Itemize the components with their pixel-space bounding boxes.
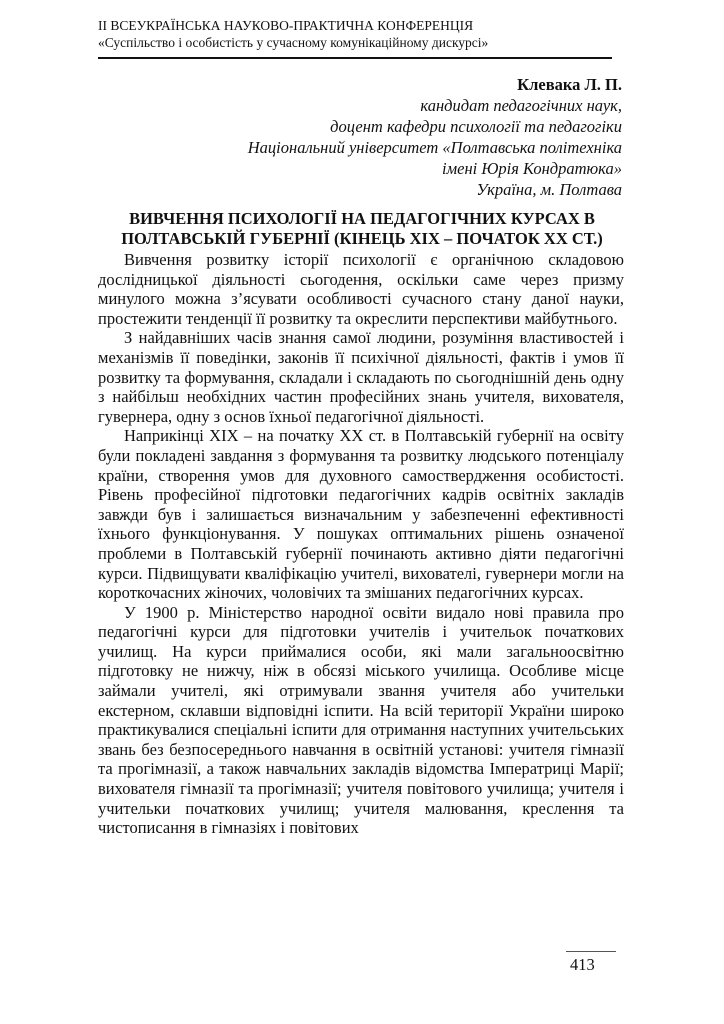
body-text [98, 250, 624, 838]
author-name: Клевака Л. П. [517, 75, 622, 94]
running-header [98, 18, 612, 51]
paper-title [98, 209, 626, 249]
header-divider [98, 57, 612, 59]
author-university: Національний університет «Полтавська політехніка [247, 138, 622, 157]
paragraph: У 1900 р. Міністерство народної освіти видало нові правила про педагогічні курси для підготовки учителів і учительок початкових училищ. На курси приймалися особи, які мали загальноосвітню підготовку не нижчу, ніж в обсязі міського училища. Особливе місце займали учителі, які отримували звання учителя або учительки екстерном, склавши відповідні іспити. На всій території України широко практикувалися спеціальні іспити для отримання наступних учительських звань без безпосереднього навчання в освітній установі: учителя гімназії та прогімназії, а також навчальних закладів відомства Імператриці Марії; вихователя гімназії та прогімназії; учителя повітового училища; учителя і учительки початкових училищ; учителя малювання, креслення та чистописання в гімназіях і повітових [98, 602, 624, 838]
conference-title: ІІ ВСЕУКРАЇНСЬКА НАУКОВО-ПРАКТИЧНА КОНФЕРЕНЦІЯ [98, 18, 474, 33]
author-block [248, 74, 622, 200]
author-location: Україна, м. Полтава [476, 180, 622, 199]
author-position: доцент кафедри психології та педагогіки [330, 117, 622, 136]
paragraph: З найдавніших часів знання самої людини, розуміння властивостей і механізмів її поведінки, законів її психічної діяльності, фактів і умов її розвитку та формування, складали і складають по сьогоднішній день одну з найбільш необхідних частин професійних знань учителя, вихователя, гувернера, одну з основ їхньої педагогічної діяльності. [98, 328, 624, 426]
author-university-name: імені Юрія Кондратюка» [442, 159, 622, 178]
paper-title-line: ПОЛТАВСЬКІЙ ГУБЕРНІЇ (КІНЕЦЬ ХІХ – ПОЧАТОК ХХ СТ.) [121, 229, 603, 248]
author-degree: кандидат педагогічних наук, [420, 96, 622, 115]
footer-divider [566, 951, 616, 952]
conference-subtitle: «Суспільство і особистість у сучасному комунікаційному дискурсі» [98, 34, 489, 50]
page-number: 413 [570, 955, 595, 974]
paragraph: Наприкінці ХІХ – на початку ХХ ст. в Полтавській губернії на освіту були покладені завдання з формування та розвитку людського потенціалу країни, створення умов для духовного самоствердження особистості. Рівень професійної підготовки педагогічних кадрів освітніх закладів завжди був і залишається визначальним у забезпеченні ефективності їхнього функціонування. У пошуках оптимальних рішень означеної проблеми в Полтавській губернії починають активно діяти педагогічні курси. Підвищувати кваліфікацію учителі, вихователі, гувернери могли на короткочасних жіночих, чоловічих та змішаних педагогічних курсах. [98, 426, 624, 603]
paragraph: Вивчення розвитку історії психології є органічною складовою дослідницької діяльності сьогодення, оскільки саме через призму минулого можна з’ясувати особливості сучасного стану даної науки, простежити тенденції її розвитку та окреслити перспективи майбутнього. [98, 250, 624, 328]
paper-title-line: ВИВЧЕННЯ ПСИХОЛОГІЇ НА ПЕДАГОГІЧНИХ КУРСАХ В [129, 209, 595, 228]
